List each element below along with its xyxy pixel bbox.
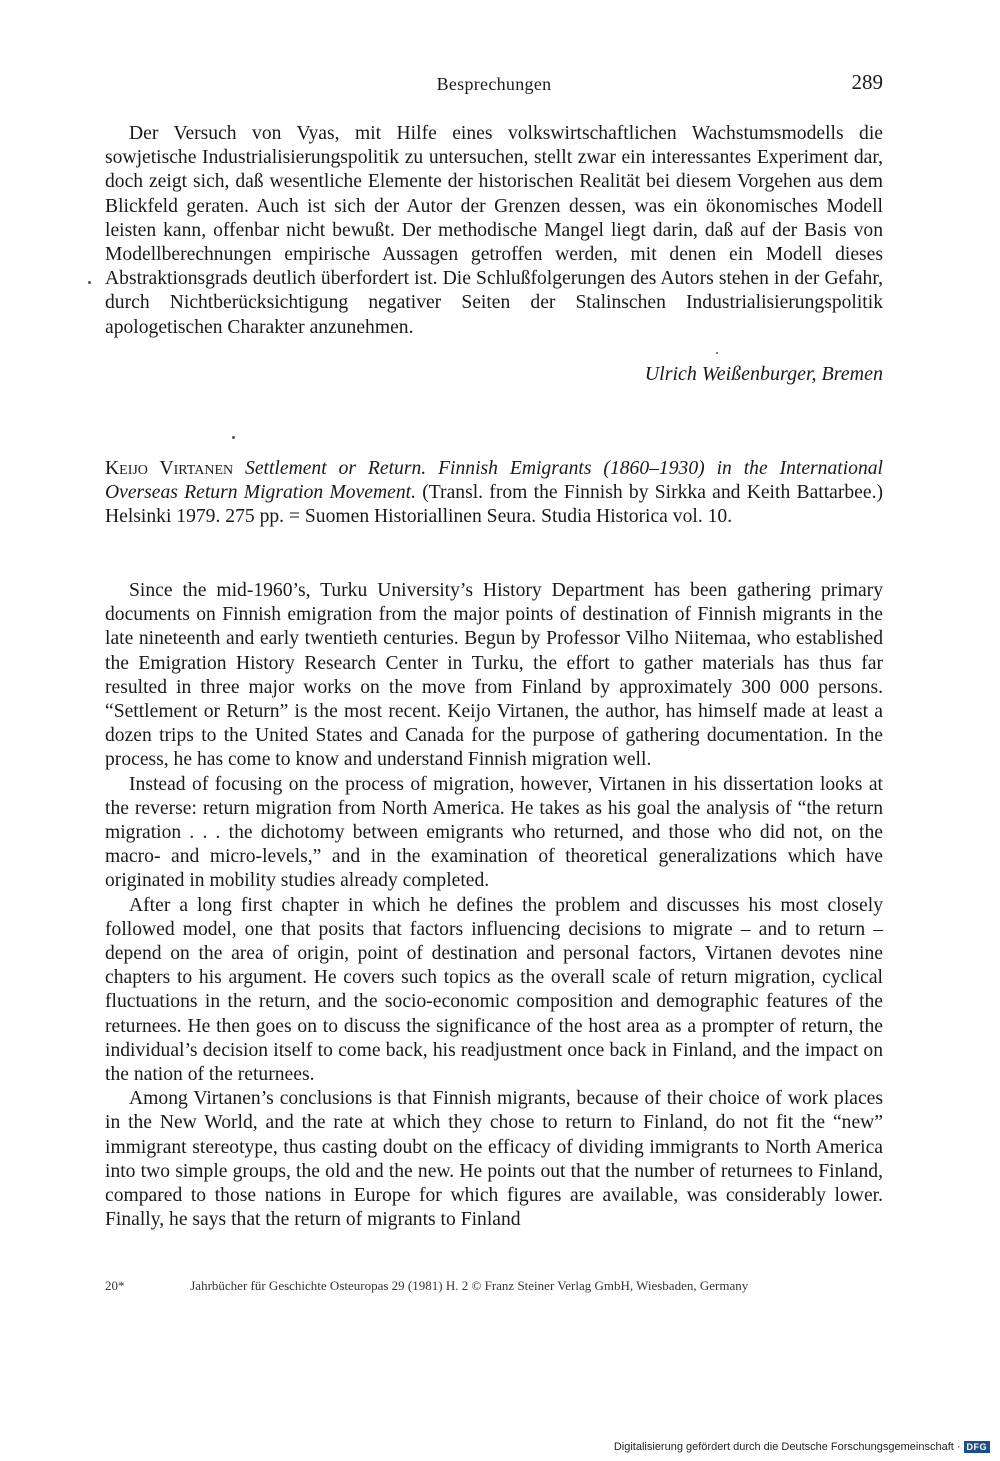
footer-signature-number: 20* [105,1278,125,1293]
running-head: Besprechungen [436,74,552,94]
page-header [105,70,883,98]
digitization-text: Digitalisierung gefördert durch die Deutsche Forschungsgemeinschaft [613,1441,954,1453]
scan-speck [716,352,718,354]
review-1-paragraph: Der Versuch von Vyas, mit Hilfe eines volkswirtschaftlichen Wachstumsmodells die sowjetische Industrialisierungspolitik zu untersuchen, stellt zwar ein interessantes Experiment dar, doch zeigt sich, daß wesentliche Elemente der historischen Realität bei diesem Vorgehen aus dem Blickfeld geraten. Auch ist sich der Autor der Grenzen dessen, was ein ökonomisches Modell leisten kann, offenbar nicht bewußt. Der methodische Mangel liegt darin, daß auf der Basis von Modellberechnungen empirische Aussagen getroffen werden, mit denen ein Modell dieses Abstraktionsgrads deutlich überfordert ist. Die Schlußfolgerungen des Autors stehen in der Gefahr, durch Nichtberücksichtigung negativer Seiten der Stalinschen Industrialisierungspolitik apologetischen Charakter anzunehmen. [105,123,883,338]
scan-speck [232,436,235,439]
book-author: Keijo Virtanen [105,458,234,479]
review-2-paragraph: Since the mid-1960’s, Turku University’s History Department has been gathering primary documents on Finnish emigration from the major points of destination of Finnish migrants in the late nineteenth and early twentieth centuries. Begun by Professor Vilho Niitemaa, who established the Emigration History Research Center in Turku, the effort to gather materials has thus far resulted in three major works on the move from Finland by approximately 300 000 persons. “Settlement or Return” is the most recent. Keijo Virtanen, the author, has himself made at least a dozen trips to the United States and Canada for the purpose of gathering documentation. In the process, he has come to know and understand Finnish migration well. [105,580,883,771]
book-title: Settlement or Return. Finnish Emigrants (1860–1930) in the International Overseas Return Migration Movement. [105,458,883,504]
review-2-paragraph: After a long first chapter in which he defines the problem and discusses his most closely followed model, one that posits that factors influencing decisions to migrate – and to return – depend on the area of origin, point of destination and personal factors, Virtanen devotes nine chapters to his argument. He covers such topics as the overall scale of return migration, cyclical fluctuations in the return, and the socio-economic composition and demographic features of the returnees. He then goes on to discuss the significance of the host area as a prompter of return, the individual’s decision itself to come back, his readjustment once back in Finland, and the impact on the nation of the returnees. [105,894,883,1086]
bibliographic-entry [105,457,883,530]
digitization-notice: Digitalisierung gefördert durch die Deutsche Forschungsgemeinschaft · DFG [614,1441,990,1453]
page-number: 289 [851,70,883,94]
journal-footer [105,1278,883,1294]
review-2-paragraph: Instead of focusing on the process of migration, however, Virtanen in his dissertation looks at the reverse: return migration from North America. He takes as his goal the analysis of “the return migration . . . the dichotomy between emigrants who returned, and those who did not, on the macro- and micro-levels,” and in the examination of theoretical generalizations which have originated in mobility studies already completed. [105,773,883,892]
review-2-paragraph: Among Virtanen’s conclusions is that Finnish migrants, because of their choice of work places in the New World, and the rate at which they chose to return to Finland, do not fit the “new” immigrant stereotype, thus casting doubt on the efficacy of dividing immigrants to North America into two simple groups, the old and the new. He points out that the number of returnees to Finland, compared to those nations in Europe for which figures are available, was considerably lower. Finally, he says that the return of migrants to Finland [105,1088,883,1231]
reviewer-signature: Ulrich Weißenburger, Bremen [644,363,883,385]
footer-citation: Jahrbücher für Geschichte Osteuropas 29 (1981) H. 2 © Franz Steiner Verlag GmbH, Wiesbaden, Germany [190,1278,749,1293]
dfg-logo-icon: DFG [964,1441,991,1453]
review-2-text [105,579,883,1232]
scan-speck [88,281,91,284]
review-1-text [105,122,883,340]
book-details: (Transl. from the Finnish by Sirkka and Keith Battarbee.) Helsinki 1979. 275 pp. = Suomen Historiallinen Seura. Studia Historica vol. 10. [105,482,883,528]
